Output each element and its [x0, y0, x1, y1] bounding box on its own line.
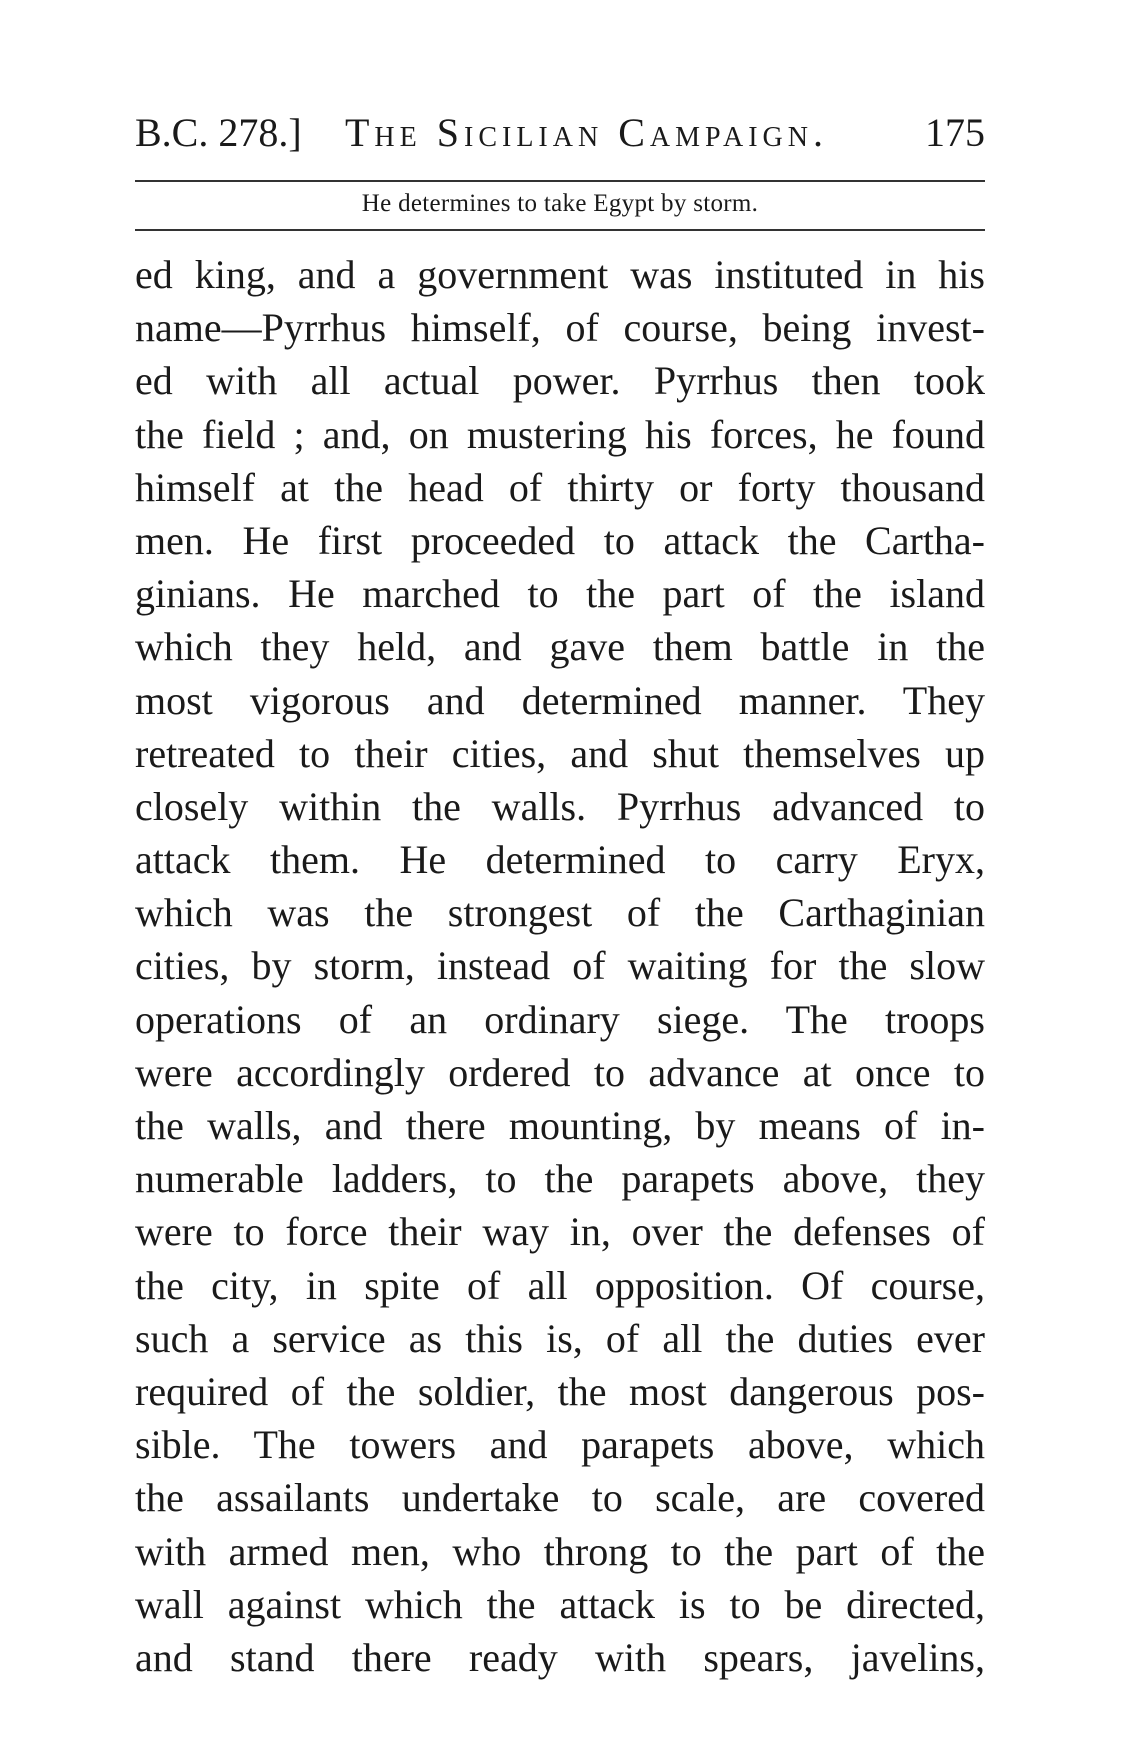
running-head [135, 103, 985, 163]
text-line: himself at the head of thirty or forty thousand [135, 464, 985, 510]
text-line: were accordingly ordered to advance at once to [135, 1049, 985, 1095]
page-number: 175 [925, 110, 985, 155]
text-line: ginians. He marched to the part of the island [135, 571, 985, 617]
text-line: were to force their way in, over the defenses of [135, 1209, 985, 1255]
text-line: wall against which the attack is to be directed, [135, 1581, 985, 1627]
text-line: the field ; and, on mustering his forces, he found [135, 411, 985, 457]
text-line: such a service as this is, of all the duties ever [135, 1315, 985, 1361]
running-head-date: B.C. 278.] [135, 110, 302, 155]
text-line: ed king, and a government was instituted in his [135, 252, 985, 297]
text-line: the city, in spite of all opposition. Of course, [135, 1262, 985, 1308]
running-head-title: The Sicilian Campaign. [345, 110, 828, 155]
text-line: name—Pyrrhus himself, of course, being invest- [135, 305, 985, 351]
text-line: the assailants undertake to scale, are covered [135, 1475, 985, 1521]
header-rule-bottom [135, 229, 985, 231]
text-line: most vigorous and determined manner. They [135, 677, 985, 723]
text-line: attack them. He determined to carry Eryx, [135, 837, 985, 883]
text-line: which was the strongest of the Carthaginian [135, 890, 985, 936]
page-subheading: He determines to take Egypt by storm. [361, 190, 759, 217]
text-line: ed with all actual power. Pyrrhus then took [135, 358, 985, 404]
body-text [135, 248, 985, 1684]
text-line: operations of an ordinary siege. The troops [135, 996, 985, 1042]
text-line: retreated to their cities, and shut themselves up [135, 730, 985, 776]
text-line: sible. The towers and parapets above, which [135, 1422, 985, 1468]
text-line: the walls, and there mounting, by means of in- [135, 1103, 985, 1148]
text-line: closely within the walls. Pyrrhus advanced to [135, 783, 985, 829]
text-line: men. He first proceeded to attack the Cartha- [135, 517, 985, 563]
text-line: required of the soldier, the most dangerous pos- [135, 1368, 985, 1414]
text-line: numerable ladders, to the parapets above, they [135, 1156, 985, 1202]
text-line: with armed men, who throng to the part of the [135, 1528, 985, 1574]
header-rule-top [135, 180, 985, 182]
text-line: which they held, and gave them battle in the [135, 624, 985, 670]
text-line: and stand there ready with spears, javelins, [135, 1634, 985, 1680]
text-line: cities, by storm, instead of waiting for the slow [135, 943, 985, 989]
